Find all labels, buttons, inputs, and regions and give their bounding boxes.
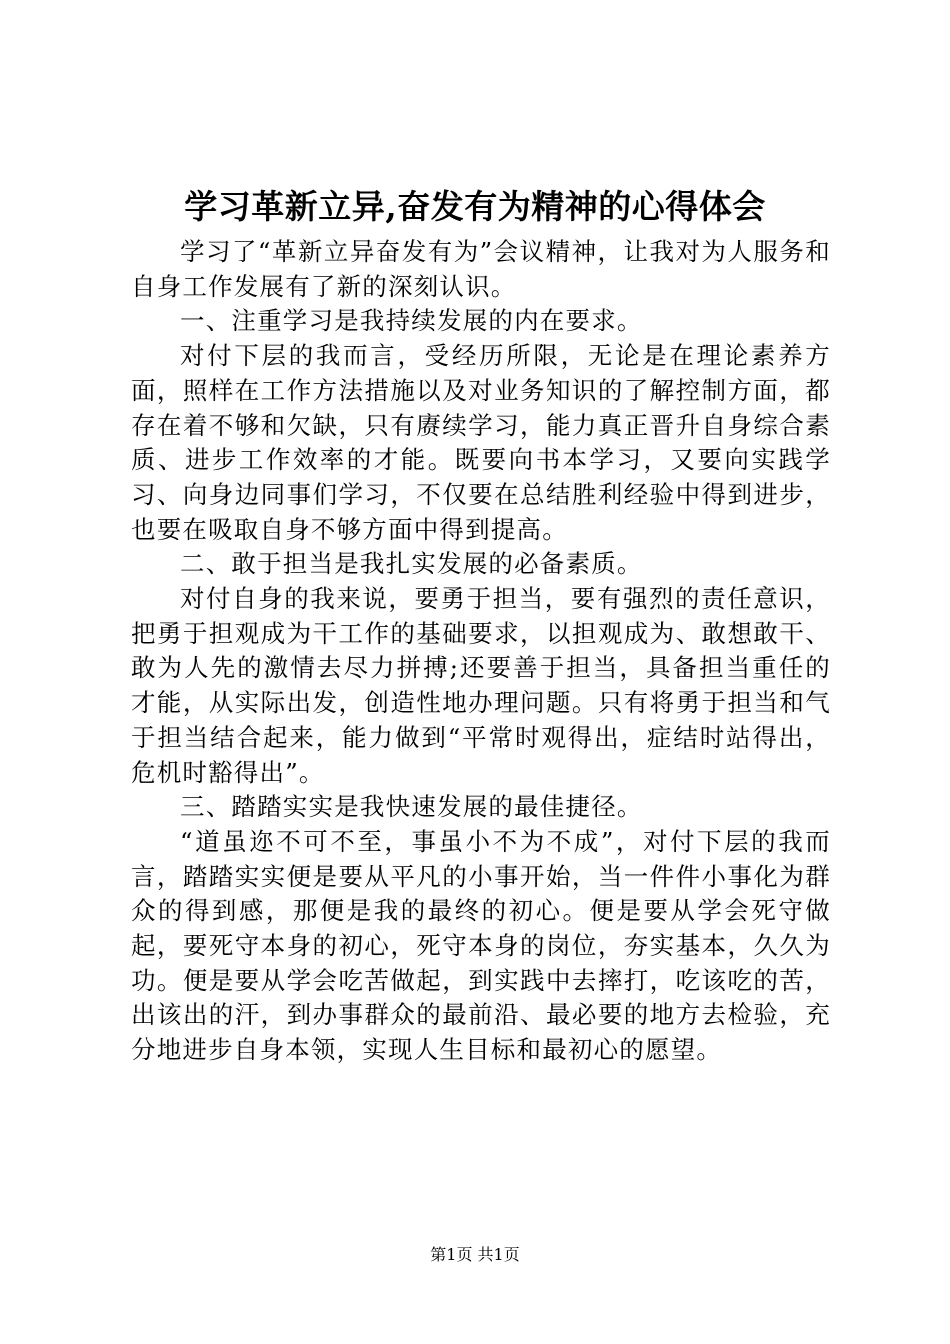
paragraph-section-1: 对付下层的我而言，受经历所限，无论是在理论素养方面，照样在工作方法措施以及对业务知识的了解控制方面，都存在着不够和欠缺，只有赓续学习，能力真正晋升自身综合素质、进步工作效率的才能。既要向书本学习，又要向实践学习、向身边同事们学习，不仅要在总结胜利经验中得到进步，也要在吸取自身不够方面中得到提高。	[131, 341, 831, 544]
section-heading-1: 一、注重学习是我持续发展的内在要求。	[180, 306, 643, 336]
document-title: 学习革新立异,奋发有为精神的心得体会	[184, 187, 766, 226]
document-body	[131, 235, 831, 1068]
section-heading-3: 三、踏踏实实是我快速发展的最佳捷径。	[180, 792, 643, 822]
paragraph-intro: 学习了“革新立异奋发有为”会议精神，让我对为人服务和自身工作发展有了新的深刻认识。	[131, 237, 831, 301]
paragraph-section-3: “道虽迩不可不至，事虽小不为不成”，对付下层的我而言，踏踏实实便是要从平凡的小事开始，当一件件小事化为群众的得到感，那便是我的最终的初心。便是要从学会死守做起，要死守本身的初心，死守本身的岗位，夯实基本，久久为功。便是要从学会吃苦做起，到实践中去摔打，吃该吃的苦，出该出的汗，到办事群众的最前沿、最必要的地方去检验，充分地进步自身本领，实现人生目标和最初心的愿望。	[131, 826, 831, 1065]
paragraph-section-2: 对付自身的我来说，要勇于担当，要有强烈的责任意识，把勇于担观成为干工作的基础要求，以担观成为、敢想敢干、敢为人先的激情去尽力拼搏;还要善于担当，具备担当重任的才能，从实际出发，创造性地办理问题。只有将勇于担当和气于担当结合起来，能力做到“平常时观得出，症结时站得出，危机时豁得出”。	[131, 584, 831, 787]
section-heading-2: 二、敢于担当是我扎实发展的必备素质。	[180, 549, 643, 579]
page-footer: 第1页 共1页	[430, 1245, 520, 1264]
